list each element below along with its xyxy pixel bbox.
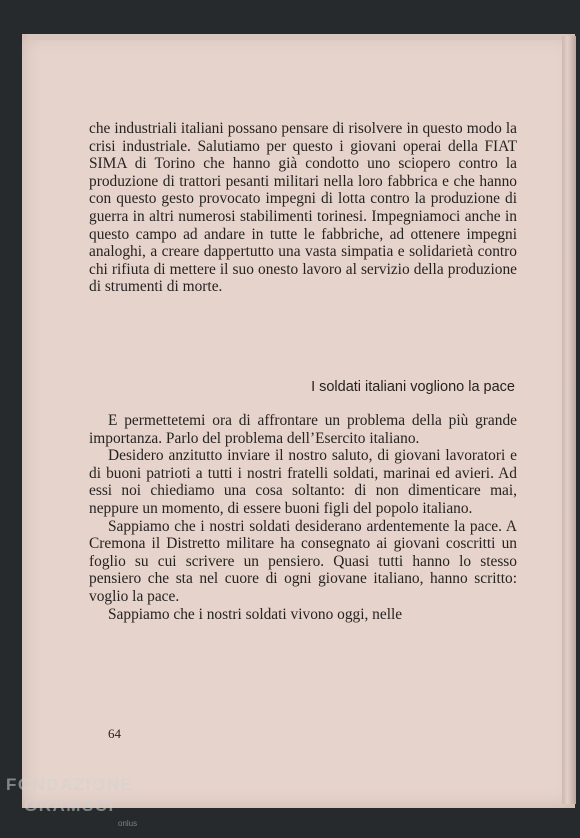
text-block-bottom <box>89 412 517 623</box>
paragraph: che industriali italiani possano pensare di risolvere in questo modo la crisi industriale. Salutiamo per questo i giovani operai della FIAT SIMA di Torino che hanno già condotto uno sciopero contro la produzione di trattori pesanti militari nella loro fabbrica e che hanno con questo gesto provocato impegni di lotta contro la produzione di guerra in altri numerosi stabilimenti torinesi. Impegniamoci anche in questo campo ad andare in tutte le fabbriche, ad ottenere impegni analoghi, a creare dappertutto una vasta simpatia e solidarietà contro chi rifiuta di mettere il suo onesto lavoro al servizio della produzione di strumenti di morte. <box>89 120 517 296</box>
watermark-sub: onlus <box>118 819 138 828</box>
page-number: 64 <box>108 726 121 741</box>
paragraph: Desidero anzitutto inviare il nostro saluto, di giovani lavoratori e di buoni patrioti a tutti i nostri fratelli soldati, marinai ed avieri. Ad essi noi chiediamo una cosa soltanto: di non dimenticare mai, neppure un momento, di essere buoni figli del popolo italiano. <box>89 447 517 517</box>
watermark-line1: FONDAZIONE <box>6 775 134 794</box>
paragraph: Sappiamo che i nostri soldati desiderano ardentemente la pace. A Cremona il Distretto militare ha consegnato ai giovani coscritti un foglio su cui scrivere un pensiero. Quasi tutti hanno lo stesso pensiero che sta nel cuore di ogni giovane italiano, hanno scritto: voglio la pace. <box>89 517 517 605</box>
text-block-top <box>89 120 517 296</box>
paragraph: E permettetemi ora di affrontare un problema della più grande importanza. Parlo del problema dell’Esercito italiano. <box>89 412 517 447</box>
page-right-edge <box>562 36 576 804</box>
page-top-edge <box>28 34 568 40</box>
watermark-line2: GRAMSCI <box>24 796 115 815</box>
section-heading: I soldati italiani vogliono la pace <box>311 379 515 395</box>
paragraph: Sappiamo che i nostri soldati vivono oggi, nelle <box>108 605 403 623</box>
